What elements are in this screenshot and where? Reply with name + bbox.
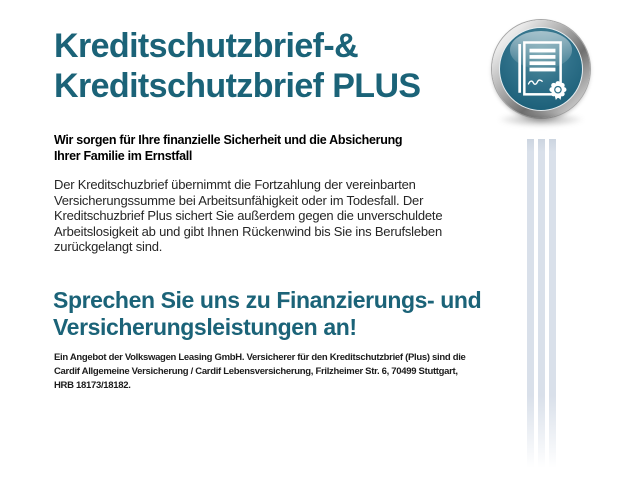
page-title-line-1: Kreditschutzbrief-& xyxy=(54,27,359,65)
body-line-5: zurückgelangt sind. xyxy=(54,239,163,254)
cta-heading xyxy=(53,287,481,341)
body-line-3: Kreditschuzbrief Plus sichert Sie außerdem gegen die unverschuldete xyxy=(54,208,443,223)
body-line-1: Der Kreditschuzbrief übernimmt die Fortzahlung der vereinbarten xyxy=(54,177,416,192)
body-line-2: Versicherungssumme bei Arbeitsunfähigkeit oder im Todesfall. Der xyxy=(54,192,424,208)
legal-line-2: Cardif Allgemeine Versicherung / Cardif Lebensversicherung, Frilzheimer Str. 6, 70499 Stuttgart, xyxy=(54,366,458,377)
page-title xyxy=(54,26,421,106)
intro-heading xyxy=(54,132,402,164)
legal-text xyxy=(54,351,466,393)
cta-line-2: Versicherungsleistungen an! xyxy=(53,314,357,340)
legal-line-3: HRB 18173/18182. xyxy=(54,380,131,391)
certificate-badge-inner xyxy=(499,27,583,111)
body-paragraph xyxy=(54,177,442,255)
decor-stripe-2 xyxy=(538,139,545,468)
legal-line-1: Ein Angebot der Volkswagen Leasing GmbH. Versicherer für den Kreditschutzbrief (Plus) sind die xyxy=(54,352,466,363)
badge-drop-shadow xyxy=(497,112,585,127)
intro-line-1: Wir sorgen für Ihre finanzielle Sicherheit und die Absicherung xyxy=(54,133,403,147)
certificate-badge xyxy=(492,20,590,118)
intro-line-2: Ihrer Familie im Ernstfall xyxy=(54,149,193,163)
decor-stripe-3 xyxy=(549,139,556,468)
decor-stripe-1 xyxy=(527,139,534,468)
certificate-seal-icon xyxy=(515,40,571,102)
body-line-4: Arbeitslosigkeit ab und gibt Ihnen Rückenwind bis Sie ins Berufsleben xyxy=(54,223,442,239)
page-title-line-2: Kreditschutzbrief PLUS xyxy=(54,67,421,105)
cta-line-1: Sprechen Sie uns zu Finanzierungs- und xyxy=(53,287,482,313)
